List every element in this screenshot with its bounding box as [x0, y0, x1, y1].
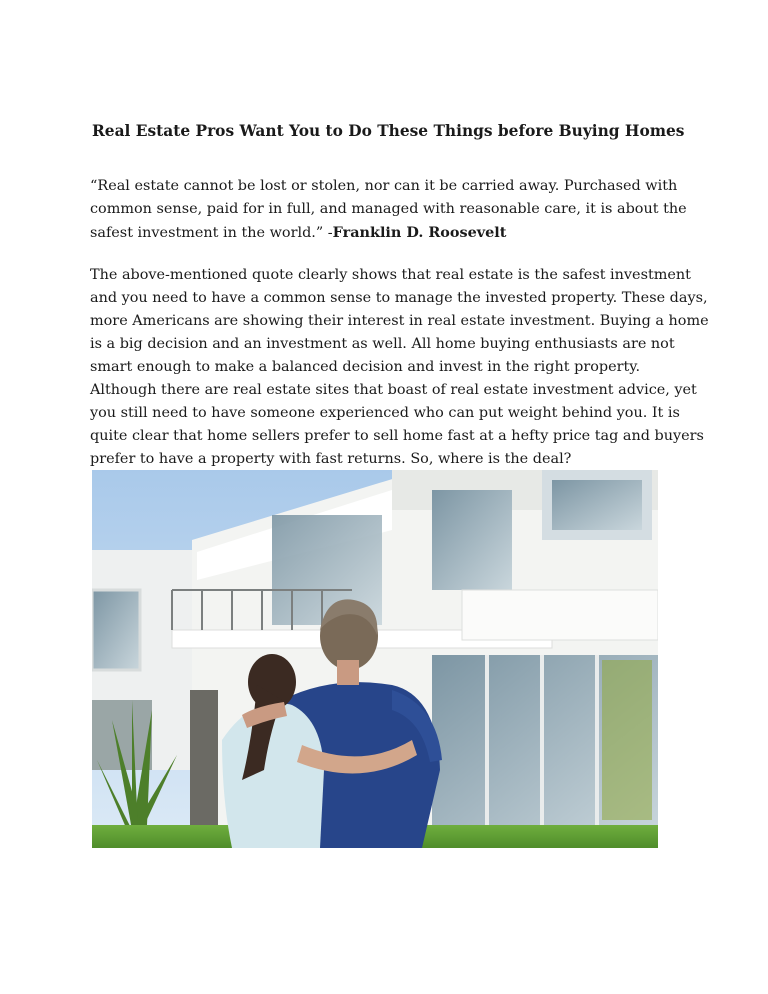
paragraph-line: is a big decision and an investment as well. All home buying enthusiasts are not [90, 336, 675, 352]
paragraph-line: Although there are real estate sites that boast of real estate investment advice, yet [90, 382, 697, 398]
quote-line: common sense, paid for in full, and managed with reasonable care, it is about the [90, 201, 687, 217]
paragraph-line: you still need to have someone experienced who can put weight behind you. It is [90, 405, 680, 421]
quote-paragraph [90, 175, 687, 245]
paragraph-line: more Americans are showing their interest in real estate investment. Buying a home [90, 313, 709, 329]
quote-author: Franklin D. Roosevelt [332, 224, 507, 241]
paragraph-line: quite clear that home sellers prefer to sell home fast at a hefty price tag and buyers [90, 428, 704, 444]
quote-line: “Real estate cannot be lost or stolen, nor can it be carried away. Purchased with [90, 178, 678, 194]
paragraph-line: smart enough to make a balanced decision and invest in the right property. [90, 359, 641, 375]
paragraph-line: The above-mentioned quote clearly shows that real estate is the safest investment [90, 267, 691, 283]
document-title: Real Estate Pros Want You to Do These Things before Buying Homes [92, 122, 685, 140]
paragraph-line: and you need to have a common sense to manage the invested property. These days, [90, 290, 708, 306]
body-paragraph [90, 264, 709, 471]
paragraph-line: prefer to have a property with fast returns. So, where is the deal? [90, 451, 572, 467]
couple-house-photo [92, 470, 658, 848]
quote-line-last [90, 221, 680, 245]
quote-line-text: safest investment in the world.” - [90, 225, 333, 241]
